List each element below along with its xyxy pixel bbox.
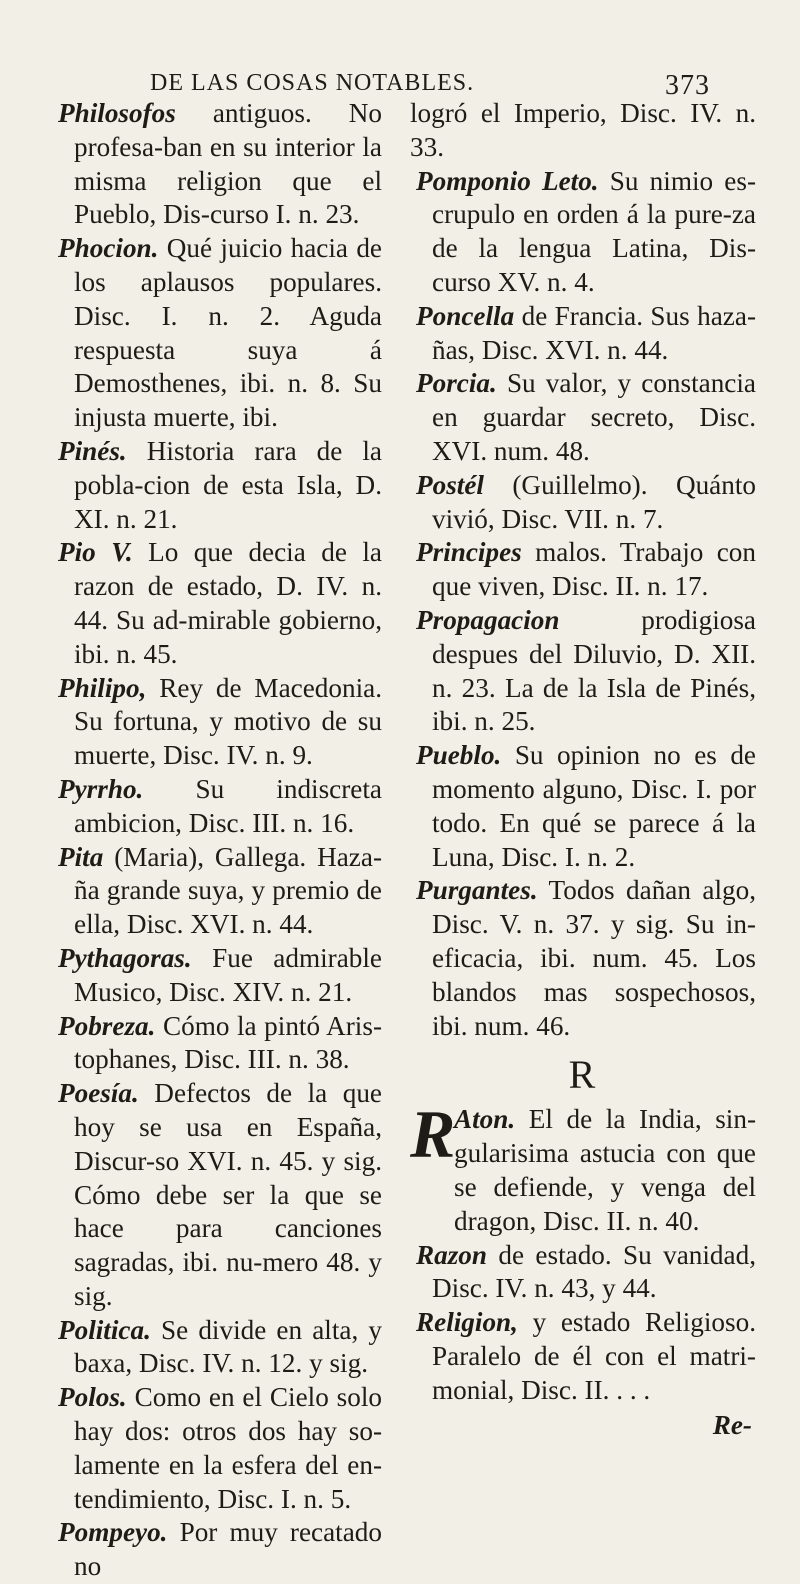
left-entry-10 [52, 1314, 382, 1382]
entry-text: de estado. Su vanidad, Disc. IV. n. 43, y 44. [432, 1239, 756, 1304]
entry-headword: Pueblo. [416, 740, 502, 771]
entry-text: El de la India, sin-gularisima astucia con que se defiende, y venga del dragon, Disc. II. n. 40. [454, 1104, 756, 1236]
entry-text: prodigiosa despues del Diluvio, D. XII. n. 23. La de la Isla de Pinés, ibi. n. 25. [432, 604, 756, 737]
right-entry-3 [410, 367, 756, 468]
entry-headword: Poncella [416, 300, 515, 331]
right-entry-1 [410, 165, 756, 300]
entry-headword: Philosofos [58, 98, 176, 128]
left-entry-1 [52, 232, 382, 435]
right-entry-5 [410, 536, 756, 604]
entry-headword: Pyrrho. [58, 773, 144, 804]
entry-text: Su indiscreta ambicion, Disc. III. n. 16. [74, 773, 382, 838]
entry-text: logró el Imperio, Disc. IV. n. 33. [410, 98, 756, 162]
left-entry-5 [52, 773, 382, 841]
entry-headword: Purgantes. [416, 875, 538, 906]
left-entry-11 [52, 1381, 382, 1516]
left-entry-12 [52, 1516, 382, 1584]
entry-text: Su nimio es-crupulo en orden á la pure-za de la lengua Latina, Dis-curso XV. n. 4. [432, 165, 756, 297]
r-entry-1 [410, 1239, 756, 1307]
entry-headword: Aton. [454, 1104, 516, 1135]
r-entry-0 [410, 1096, 756, 1238]
entry-headword: Poesía. [58, 1078, 139, 1109]
entry-headword: Pita [58, 841, 104, 872]
entry-headword: Pomponio Leto. [416, 165, 599, 196]
entry-headword: Postél [416, 469, 484, 500]
right-entry-6 [410, 604, 756, 739]
running-title: DE LAS COSAS NOTABLES. [150, 70, 475, 96]
entry-text: Rey de Macedonia. Su fortuna, y motivo de su muerte, Disc. IV. n. 9. [74, 672, 382, 771]
entry-text: malos. Trabajo con que viven, Disc. II. n. 17. [432, 537, 756, 602]
left-entry-9 [52, 1077, 382, 1314]
right-entry-4 [410, 469, 756, 537]
entry-text: Por muy recatado no [74, 1517, 382, 1582]
entry-headword: Religion, [416, 1307, 518, 1338]
entry-headword: Pinés. [58, 435, 127, 466]
entry-text: de Francia. Sus haza-ñas, Disc. XVI. n. 44. [432, 300, 756, 365]
entry-text: Fue admirable Musico, Disc. XIV. n. 21. [74, 942, 382, 1007]
left-entry-4 [52, 672, 382, 773]
entry-text: Defectos de la que hoy se usa en España, Discur-so XVI. n. 45. y sig. Cómo debe ser la que se hace para canciones sagradas, ibi. nu-mero 48. y sig. [74, 1078, 382, 1311]
entry-headword: Pompeyo. [58, 1517, 168, 1548]
left-entry-8 [52, 1010, 382, 1078]
entry-headword: Razon [416, 1239, 488, 1270]
section-letter: R [568, 1052, 598, 1098]
right-entry-0 [410, 97, 756, 165]
entry-text: Se divide en alta, y baxa, Disc. IV. n. 12. y sig. [74, 1314, 382, 1379]
entry-headword: Phocion. [58, 233, 159, 264]
entry-text: y estado Religioso. Paralelo de él con el matri-monial, Disc. II. . . . [432, 1307, 756, 1405]
entry-text: Historia rara de la pobla-cion de esta Isla, D. XI. n. 21. [74, 435, 382, 534]
page-number: 373 [665, 70, 710, 101]
entry-headword: Principes [416, 537, 522, 568]
entry-text: Su valor, y constancia en guardar secreto, Disc. XVI. num. 48. [432, 368, 756, 466]
left-entry-7 [52, 942, 382, 1010]
right-column [410, 97, 756, 1443]
left-entry-6 [52, 841, 382, 942]
entry-text: Qué juicio hacia de los aplausos populares. Disc. I. n. 2. Aguda respuesta suya á Demosthenes, ibi. n. 8. Su injusta muerte, ibi. [74, 233, 382, 433]
r-entry-2 [410, 1306, 756, 1407]
entry-headword: Pio V. [58, 537, 133, 568]
entry-text: Su opinion no es de momento alguno, Disc. I. por todo. En qué se parece á la Luna, Disc. I. n. 2. [432, 740, 756, 872]
entry-text: (Maria), Gallega. Haza-ña grande suya, y premio de ella, Disc. XVI. n. 44. [74, 841, 382, 940]
entry-headword: Philipo, [58, 672, 147, 703]
right-entry-7 [410, 739, 756, 874]
entry-text: Como en el Cielo solo hay dos: otros dos hay so-lamente en la esfera del en-tendimiento, Disc. I. n. 5. [74, 1382, 382, 1514]
entry-headword: Politica. [58, 1314, 151, 1345]
entry-text: (Guillelmo). Quánto vivió, Disc. VII. n. 7. [432, 469, 756, 534]
entry-headword: Pythagoras. [58, 942, 192, 973]
entry-text: Lo que decia de la razon de estado, D. IV. n. 44. Su ad-mirable gobierno, ibi. n. 45. [74, 537, 382, 669]
right-entry-8 [410, 874, 756, 1043]
entry-headword: Propagacion [416, 604, 560, 635]
entry-text: Todos dañan algo, Disc. V. n. 37. y sig. Su in-eficacia, ibi. num. 45. Los blandos mas sospechosos, ibi. num. 46. [432, 875, 756, 1041]
left-column [52, 97, 382, 1584]
left-entry-2 [52, 435, 382, 536]
entry-headword: Porcia. [416, 368, 497, 399]
entry-text: antiguos. No profesa-ban en su interior la misma religion que el Pueblo, Dis-curso I. n. 23. [74, 98, 382, 230]
right-entry-2 [410, 300, 756, 368]
entry-text: Cómo la pintó Aris-tophanes, Disc. III. n. 38. [74, 1010, 382, 1075]
left-entry-0 [52, 97, 382, 232]
entry-headword: Pobreza. [58, 1010, 156, 1041]
entry-headword: Polos. [58, 1382, 127, 1413]
left-entry-3 [52, 536, 382, 671]
catchword: Re- [712, 1410, 752, 1441]
drop-cap: R [410, 1096, 456, 1173]
